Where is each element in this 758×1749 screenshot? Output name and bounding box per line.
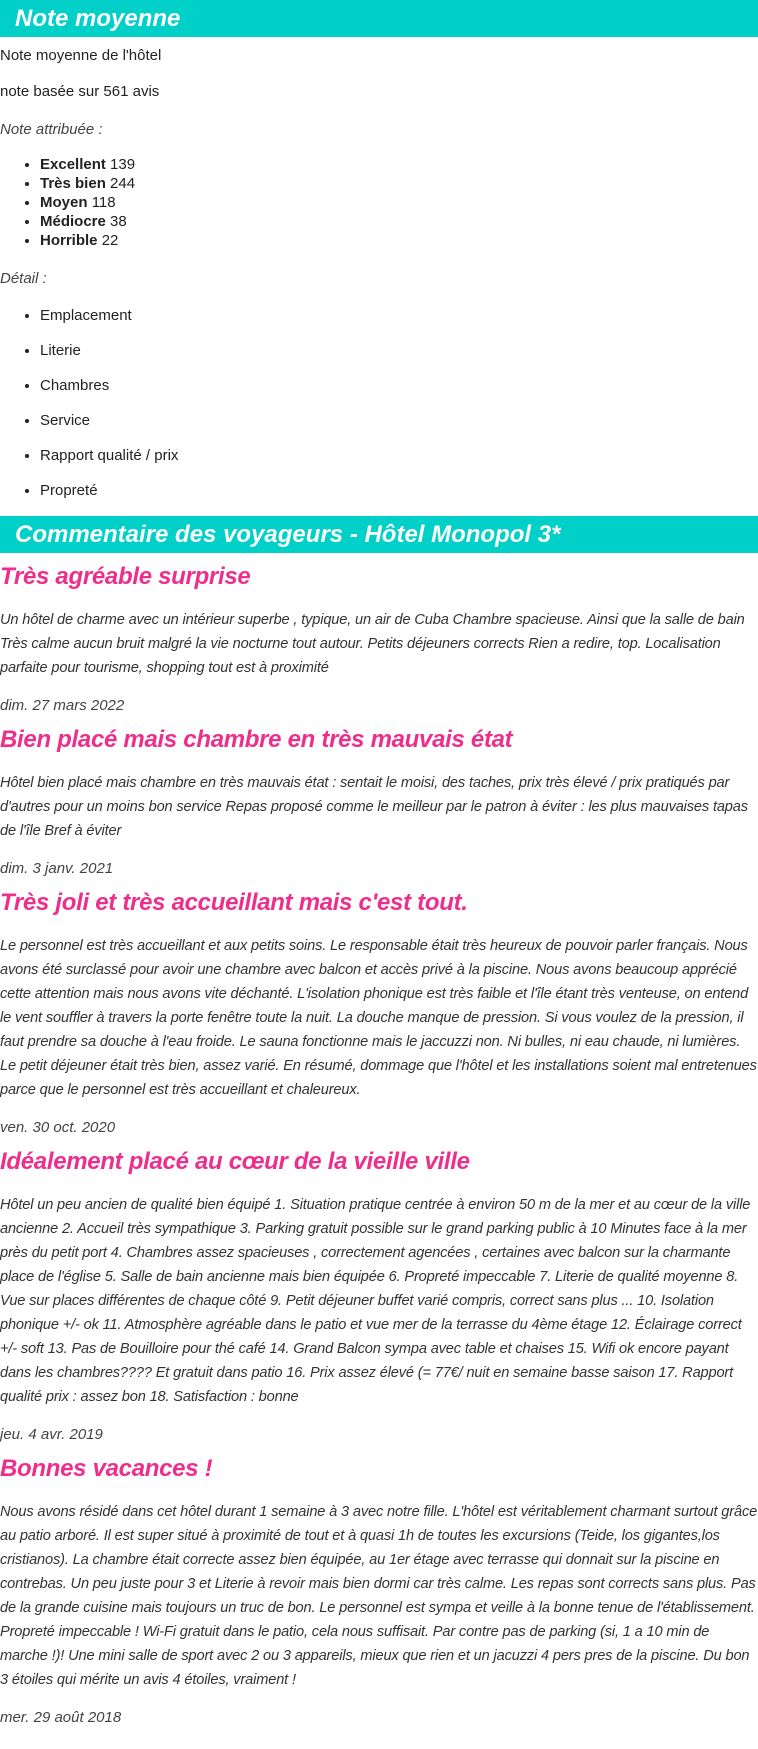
review-item <box>0 1445 758 1728</box>
review-title: Bonnes vacances ! <box>0 1455 213 1482</box>
review-text: Nous avons résidé dans cet hôtel durant 1 semaine à 3 avec notre fille. L'hôtel est véritablement charmant surtout grâce au patio arboré. Il est super situé à proximité de tout et à quasi 1h de toutes les excursions (Teide, los gigantes,los cristianos). La chambre était correcte assez bien équipée, au 1er étage avec terrasse qui donnait sur la piscine en contrebas. Un peu juste pour 3 et Literie à revoir mais bien dormi car très calme. Les repas sont corrects sans plus. Pas de la grande cuisine mais toujours un truc de bon. Le personnel est sympa et veille à la bonne tenue de l'établissement. Propreté impeccable ! Wi-Fi gratuit dans le patio, cela nous suffisait. Par contre pas de parking (si, 1 a 10 min de marche !)! Une mini salle de sport avec 2 ou 3 appareils, mieux que rien et un jacuzzi 4 pers pres de la piscine. Du bon 3 étoiles qui mérite un avis 4 étoiles, vraiment ! <box>0 1504 758 1688</box>
rating-label: Médiocre <box>40 213 106 230</box>
rating-section-header: Note moyenne <box>0 0 758 37</box>
rating-count: 118 <box>91 194 116 211</box>
rating-count: 22 <box>101 232 119 249</box>
review-title: Très joli et très accueillant mais c'est tout. <box>0 889 468 916</box>
detail-item-rapport-qualite-prix: • Rapport qualité / prix <box>40 446 758 481</box>
rating-label: Horrible <box>40 232 98 249</box>
detail-label: Détail : <box>0 270 47 287</box>
rating-label: Très bien <box>40 175 106 192</box>
rating-label: Excellent <box>40 156 106 173</box>
rating-label: Moyen <box>40 194 88 211</box>
rating-count: 38 <box>110 213 127 230</box>
review-title: Bien placé mais chambre en très mauvais état <box>0 726 513 753</box>
ratings-list <box>0 155 758 250</box>
hotel-rating-label: Note moyenne de l'hôtel <box>0 47 162 64</box>
review-text: Hôtel bien placé mais chambre en très mauvais état : sentait le moisi, des taches, prix très élevé / prix pratiqués par d'autres pour un moins bon service Repas proposé comme le meilleur par le patron à éviter : les plus mauvaises tapas de l'île Bref à éviter <box>0 775 748 839</box>
rating-item <box>40 155 758 174</box>
detail-item-emplacement: • Emplacement <box>40 306 758 341</box>
detail-list <box>0 306 758 516</box>
review-date: dim. 3 janv. 2021 <box>0 860 114 877</box>
rating-item <box>40 174 758 193</box>
detail-item-chambres: • Chambres <box>40 376 758 411</box>
rating-item <box>40 231 758 250</box>
rating-item <box>40 193 758 212</box>
review-title: Idéalement placé au cœur de la vieille ville <box>0 1148 470 1175</box>
review-date: ven. 30 oct. 2020 <box>0 1119 116 1136</box>
detail-item-literie: • Literie <box>40 341 758 376</box>
detail-item-proprete: • Propreté <box>40 481 758 516</box>
review-date: mer. 29 août 2018 <box>0 1709 122 1726</box>
rating-count: 244 <box>110 175 136 192</box>
review-item <box>0 716 758 879</box>
review-text: Un hôtel de charme avec un intérieur superbe , typique, un air de Cuba Chambre spacieuse. Ainsi que la salle de bain Très calme aucun bruit malgré la vie nocturne tout autour. Petits déjeuners corrects Rien a redire, top. Localisation parfaite pour tourisme, shopping tout est à proximité <box>0 612 745 676</box>
review-count-text: note basée sur 561 avis <box>0 83 160 100</box>
review-item <box>0 1138 758 1445</box>
review-item <box>0 553 758 716</box>
comments-section-header: Commentaire des voyageurs - Hôtel Monopol 3* <box>0 516 758 553</box>
review-date: jeu. 4 avr. 2019 <box>0 1426 103 1443</box>
review-text: Le personnel est très accueillant et aux petits soins. Le responsable était très heureux de pouvoir parler français. Nous avons été surclassé pour avoir une chambre avec balcon et accès privé à la piscine. Nous avons beaucoup apprécié cette attention mais nous avons vite déchanté. L'isolation phonique est très faible et l'île étant très venteuse, on entend le vent souffler à travers la porte fenêtre toute la nuit. La douche manque de pression. Si vous voulez de la pression, il faut prendre sa douche à l'eau froide. Le sauna fonctionne mais le jaccuzzi non. Ni bulles, ni eau chaude, ni lumières. Le petit déjeuner était très bien, assez varié. En résumé, dommage que l'hôtel et les installations soient mal entretenues parce que le personnel est très accueillant et chaleureux. <box>0 938 757 1098</box>
review-item <box>0 879 758 1138</box>
detail-item-service: • Service <box>40 411 758 446</box>
ratings-label: Note attribuée : <box>0 121 103 138</box>
review-title: Très agréable surprise <box>0 563 251 590</box>
review-date: dim. 27 mars 2022 <box>0 697 125 714</box>
rating-item <box>40 212 758 231</box>
rating-count: 139 <box>110 156 136 173</box>
review-text: Hôtel un peu ancien de qualité bien équipé 1. Situation pratique centrée à environ 50 m de la mer et au cœur de la ville ancienne 2. Accueil très sympathique 3. Parking gratuit possible sur le grand parking public à 10 Minutes face à la mer près du petit port 4. Chambres assez spacieuses , correctement agencées , certaines avec balcon sur la charmante place de l'église 5. Salle de bain ancienne mais bien équipée 6. Propreté impeccable 7. Literie de qualité moyenne 8. Vue sur places différentes de chaque côté 9. Petit déjeuner buffet varié compris, correct sans plus ... 10. Isolation phonique +/- ok 11. Atmosphère agréable dans le patio et vue mer de la terrasse du 4ème étage 12. Éclairage correct +/- soft 13. Pas de Bouilloire pour thé café 14. Grand Balcon sympa avec table et chaises 15. Wifi ok encore payant dans les chambres???? Et gratuit dans patio 16. Prix assez élevé (= 77€/ nuit en semaine basse saison 17. Rapport qualité prix : assez bon 18. Satisfaction : bonne <box>0 1197 751 1405</box>
